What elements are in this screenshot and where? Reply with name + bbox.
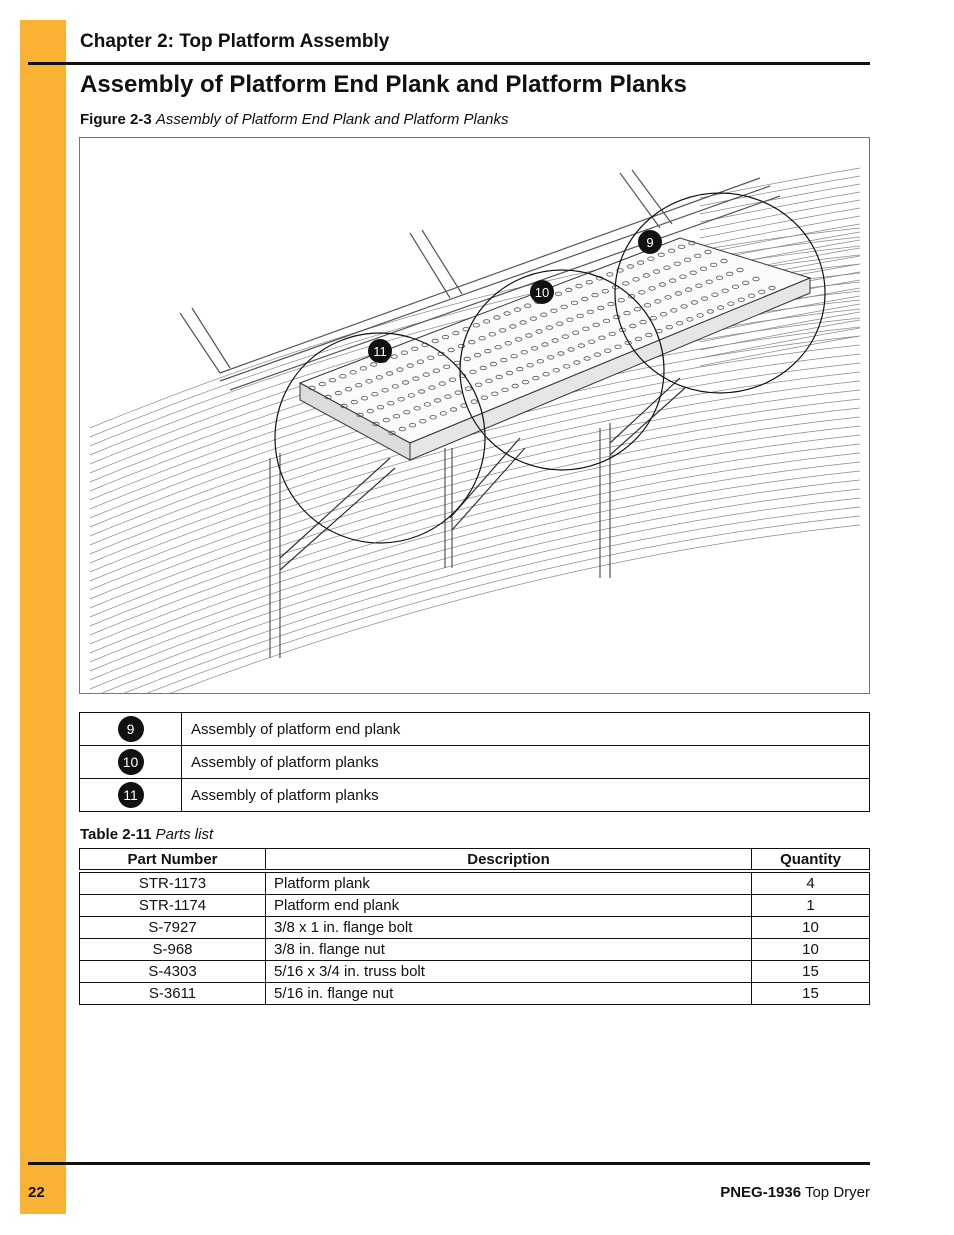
part-number: STR-1173 — [80, 871, 266, 895]
part-quantity: 1 — [752, 895, 870, 917]
header-quantity: Quantity — [752, 849, 870, 872]
figure-label: Figure 2-3 — [80, 111, 152, 128]
side-color-bar — [20, 20, 66, 1214]
callout-11-text: 11 — [373, 344, 387, 359]
part-number: STR-1174 — [80, 895, 266, 917]
part-quantity: 10 — [752, 939, 870, 961]
part-description: Platform plank — [266, 871, 752, 895]
part-number: S-7927 — [80, 917, 266, 939]
footer-rule — [28, 1162, 870, 1165]
callout-description: Assembly of platform planks — [182, 746, 870, 779]
part-number: S-4303 — [80, 961, 266, 983]
table-row — [80, 983, 870, 1005]
callout-badge: 11 — [118, 782, 144, 808]
assembly-illustration — [80, 138, 869, 693]
assembly-figure — [79, 137, 870, 694]
part-quantity: 4 — [752, 871, 870, 895]
document-name: Top Dryer — [804, 1184, 870, 1201]
figure-caption — [80, 111, 509, 128]
chapter-header: Chapter 2: Top Platform Assembly — [80, 31, 390, 52]
part-description: Platform end plank — [266, 895, 752, 917]
header-rule — [28, 62, 870, 65]
callout-badge: 9 — [118, 716, 144, 742]
table-caption-text: Parts list — [155, 826, 214, 843]
callout-description: Assembly of platform end plank — [182, 713, 870, 746]
parts-header-row — [80, 849, 870, 872]
table-row — [80, 961, 870, 983]
callout-row — [80, 713, 870, 746]
callout-number-cell — [80, 746, 182, 779]
document-code: PNEG-1936 — [720, 1184, 802, 1201]
part-description: 5/16 in. flange nut — [266, 983, 752, 1005]
part-number: S-3611 — [80, 983, 266, 1005]
parts-table — [79, 848, 870, 1005]
page-number: 22 — [28, 1184, 45, 1201]
part-number: S-968 — [80, 939, 266, 961]
document-id — [720, 1184, 870, 1201]
callout-badge-10 — [530, 280, 554, 304]
table-caption — [80, 826, 213, 843]
callout-row — [80, 779, 870, 812]
callout-description: Assembly of platform planks — [182, 779, 870, 812]
page-title: Assembly of Platform End Plank and Platform Planks — [80, 71, 687, 98]
callout-badge-11 — [368, 339, 392, 363]
header-description: Description — [266, 849, 752, 872]
table-row — [80, 917, 870, 939]
part-description: 5/16 x 3/4 in. truss bolt — [266, 961, 752, 983]
callout-number-cell — [80, 713, 182, 746]
callout-10-text: 10 — [534, 285, 550, 300]
callout-9-text: 9 — [646, 235, 654, 250]
part-quantity: 10 — [752, 917, 870, 939]
callout-badge: 10 — [118, 749, 144, 775]
part-quantity: 15 — [752, 961, 870, 983]
callout-table — [79, 712, 870, 812]
callout-row — [80, 746, 870, 779]
callout-badge-9 — [638, 230, 662, 254]
part-description: 3/8 in. flange nut — [266, 939, 752, 961]
table-row — [80, 895, 870, 917]
part-quantity: 15 — [752, 983, 870, 1005]
callout-number-cell — [80, 779, 182, 812]
table-label: Table 2-11 — [80, 826, 152, 843]
header-part-number: Part Number — [80, 849, 266, 872]
part-description: 3/8 x 1 in. flange bolt — [266, 917, 752, 939]
figure-caption-text: Assembly of Platform End Plank and Platform Planks — [155, 111, 509, 128]
table-row — [80, 871, 870, 895]
table-row — [80, 939, 870, 961]
